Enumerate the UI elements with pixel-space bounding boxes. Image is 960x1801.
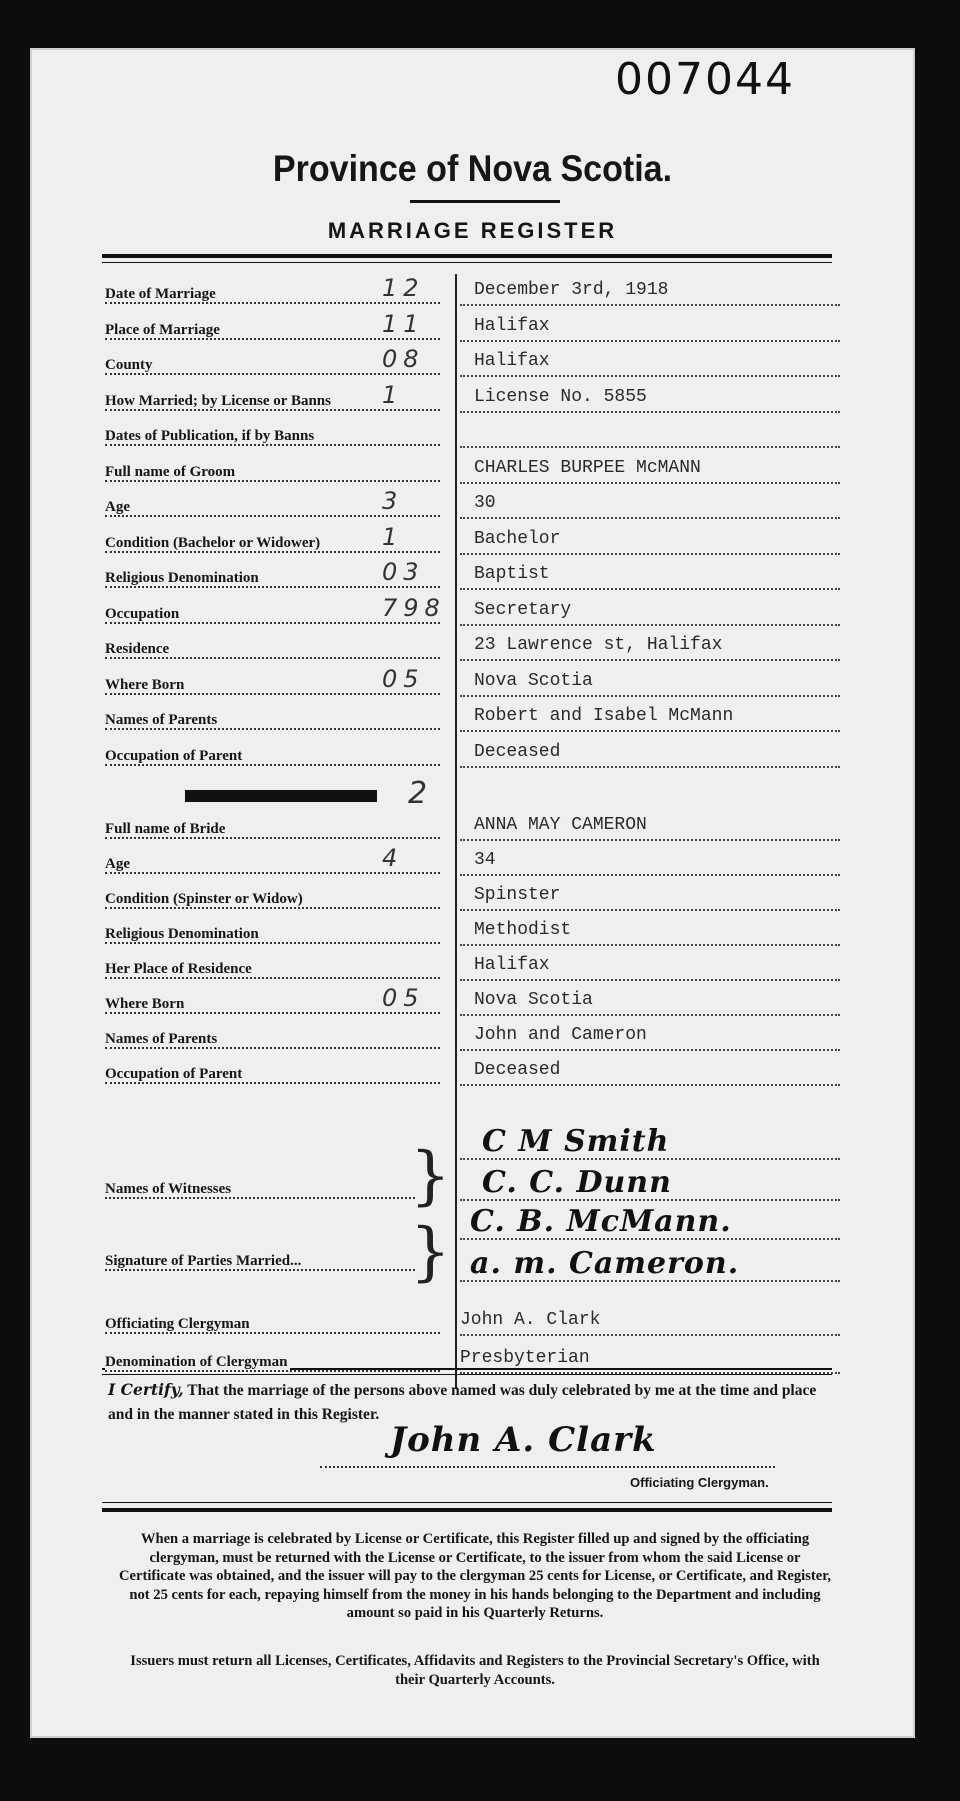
- notice-rule-thin: [102, 1502, 832, 1503]
- bride-field-label: Where Born: [105, 996, 450, 1020]
- groom-field-label: Religious Denomination: [105, 570, 450, 594]
- party-signature-groom: C. B. McMann.: [460, 1214, 840, 1242]
- groom-field-value: [460, 422, 840, 450]
- bride-field-label: Condition (Spinster or Widow): [105, 891, 450, 915]
- groom-field-label: Occupation: [105, 606, 450, 630]
- groom-field-code: 05: [382, 664, 425, 693]
- groom-field-label: Names of Parents: [105, 712, 450, 736]
- groom-field-value: Baptist: [460, 564, 840, 592]
- groom-field-label: Condition (Bachelor or Widower): [105, 535, 450, 559]
- groom-field-code: 1: [382, 380, 404, 409]
- groom-field-value: Halifax: [460, 316, 840, 344]
- document-number: 007044: [615, 54, 795, 105]
- clergy-denomination-label: Denomination of Clergyman: [105, 1354, 450, 1378]
- witnesses-label: Names of Witnesses: [105, 1181, 425, 1205]
- bride-field-code: 4: [382, 844, 404, 872]
- bride-field-label: Occupation of Parent: [105, 1066, 450, 1090]
- groom-field-code: 12: [382, 274, 425, 302]
- groom-field-value: CHARLES BURPEE McMANN: [460, 458, 840, 486]
- bride-field-value: Methodist: [460, 920, 840, 948]
- groom-field-label: Residence: [105, 641, 450, 665]
- certify-body: That the marriage of the persons above named was duly celebrated by me at the time and place and in the manner stated in this Register.: [108, 1382, 817, 1423]
- groom-field-value: Halifax: [460, 351, 840, 379]
- bride-field-label: Religious Denomination: [105, 926, 450, 950]
- bride-field-value: ANNA MAY CAMERON: [460, 815, 840, 843]
- groom-field-label: Age: [105, 499, 450, 523]
- groom-field-code: 08: [382, 345, 425, 373]
- bride-field-value: Halifax: [460, 955, 840, 983]
- header-rule-thin: [102, 262, 832, 263]
- groom-field-value: 23 Lawrence st, Halifax: [460, 635, 840, 663]
- bride-field-label: Age: [105, 856, 450, 880]
- groom-field-label: How Married; by License or Banns: [105, 393, 450, 417]
- groom-field-label: Occupation of Parent: [105, 748, 450, 772]
- witness-signature-1: C M Smith: [460, 1134, 840, 1162]
- witnesses-brace: }: [410, 1139, 451, 1213]
- groom-field-value: December 3rd, 1918: [460, 280, 840, 308]
- party-signature-bride: a. m. Cameron.: [460, 1256, 840, 1284]
- notice-rule: [102, 1508, 832, 1512]
- bride-field-label: Her Place of Residence: [105, 961, 450, 985]
- page-title: Province of Nova Scotia.: [272, 148, 673, 189]
- clergy-denomination-value: Presbyterian: [460, 1348, 840, 1376]
- groom-field-label: Date of Marriage: [105, 286, 450, 310]
- certify-lead: I Certify,: [108, 1380, 184, 1399]
- groom-field-value: 30: [460, 493, 840, 521]
- issuer-notice-paragraph: Issuers must return all Licenses, Certificates, Affidavits and Registers to the Provincial Secretary's Office, with their Quarterly Accounts.: [130, 1653, 820, 1688]
- header-rule: [102, 254, 832, 258]
- officiating-value: John A. Clark: [460, 1310, 840, 1338]
- groom-field-code: 798: [382, 593, 446, 622]
- groom-field-value: Nova Scotia: [460, 671, 840, 699]
- witness-signature-2: C. C. Dunn: [460, 1175, 840, 1203]
- groom-field-value: Deceased: [460, 742, 840, 770]
- bride-field-value: Spinster: [460, 885, 840, 913]
- groom-field-value: Secretary: [460, 600, 840, 628]
- bride-field-value: Nova Scotia: [460, 990, 840, 1018]
- groom-field-code: 3: [382, 487, 404, 515]
- groom-field-value: Robert and Isabel McMann: [460, 706, 840, 734]
- clergy-signature-label: Officiating Clergyman.: [630, 1475, 769, 1490]
- register-form: [30, 48, 915, 1738]
- parties-brace: }: [410, 1215, 451, 1289]
- bride-field-label: Full name of Bride: [105, 821, 450, 845]
- groom-field-code: 03: [382, 558, 425, 586]
- certify-rule-thin: [102, 1374, 832, 1375]
- bride-field-label: Names of Parents: [105, 1031, 450, 1055]
- groom-field-value: License No. 5855: [460, 387, 840, 415]
- groom-field-label: Place of Marriage: [105, 322, 450, 346]
- clergy-signature: John A. Clark: [390, 1420, 657, 1460]
- bride-field-code: 05: [382, 984, 425, 1012]
- groom-field-label: County: [105, 357, 450, 381]
- groom-field-label: Full name of Groom: [105, 464, 450, 488]
- page-subtitle: MARRIAGE REGISTER: [327, 218, 618, 243]
- groom-field-code: 1: [382, 522, 404, 551]
- groom-field-code: 11: [382, 309, 425, 338]
- notice-paragraph: When a marriage is celebrated by License or Certificate, this Register filled up and signed by the officiating clergyman, must be returned with the License or Certificate, to the issuer from whom the said License or Certificate was obtained, and the issuer will pay to the clergyman 25 cents for License, or Certificate, and Register, not 25 cents for each, repaying himself from the money in his hands belonging to the Department and including amount so paid in his Quarterly Returns.: [118, 1531, 831, 1621]
- groom-field-value: Bachelor: [460, 529, 840, 557]
- bride-field-value: John and Cameron: [460, 1025, 840, 1053]
- groom-field-label: Where Born: [105, 677, 450, 701]
- bride-section-code: 2: [408, 776, 434, 811]
- bride-section-marker: [185, 790, 377, 802]
- clergy-signature-line: [320, 1466, 775, 1468]
- column-divider: [455, 274, 457, 1389]
- title-underline: [410, 200, 560, 203]
- bride-field-value: Deceased: [460, 1060, 840, 1088]
- bride-field-value: 34: [460, 850, 840, 878]
- officiating-label: Officiating Clergyman: [105, 1316, 450, 1340]
- groom-field-label: Dates of Publication, if by Banns: [105, 428, 450, 452]
- parties-label: Signature of Parties Married...: [105, 1253, 425, 1277]
